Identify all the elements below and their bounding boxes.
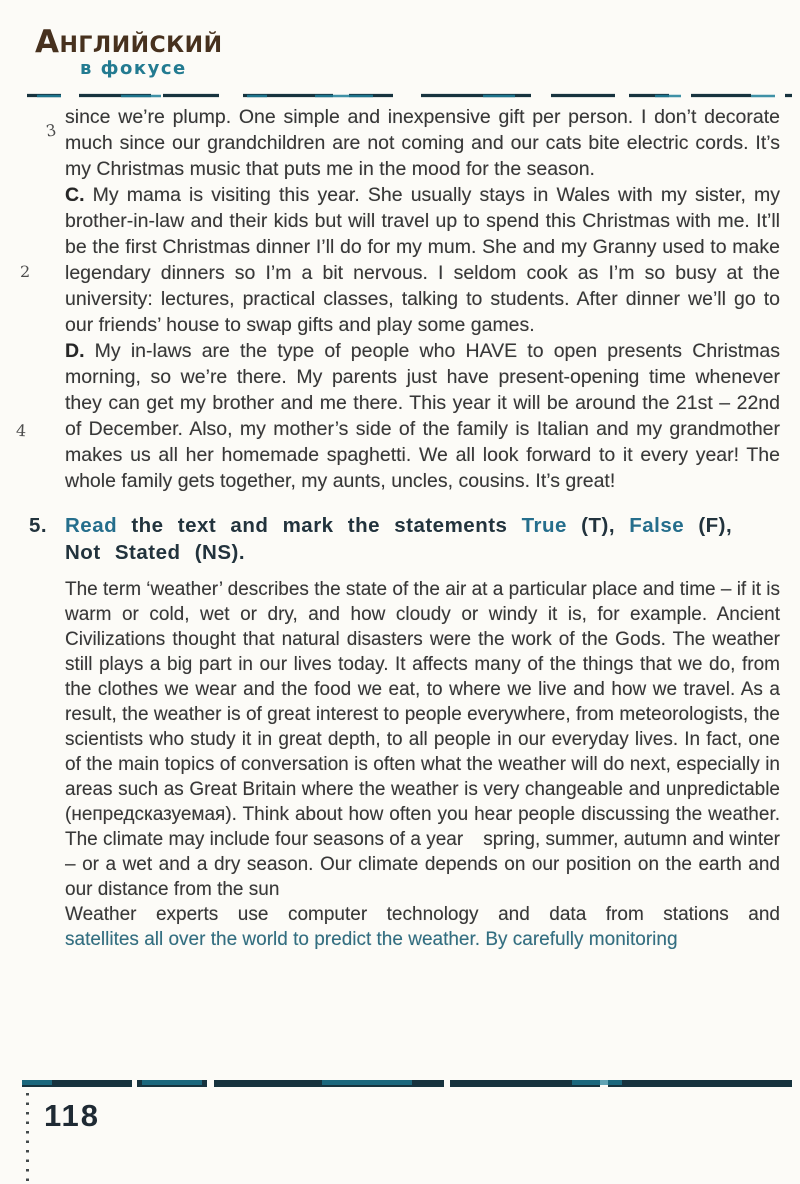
paragraph-text: My in-laws are the type of people who HAVE to open presents Christmas morning, so we’re there. My parents just have present-opening time whenever they can get my brother and me there. This year it will be around the 21st – 22nd of December. Also, my mother’s side of the family is Italian and my grandmother makes us all her homemade spaghetti. We all look forward to it every year! The whole family gets together, my aunts, uncles, cousins. It’s great! [65, 340, 780, 492]
bottom-divider [14, 1078, 794, 1089]
paragraph-c [65, 182, 780, 338]
weather-p2-line: Weather experts use computer technology and data from stations and [65, 904, 780, 925]
weather-p2-line: satellites all over the world to predict the weather. By carefully monitoring [65, 929, 678, 950]
task-5 [29, 512, 780, 566]
paragraph-label: C. [65, 184, 85, 206]
top-divider [27, 92, 792, 99]
paragraph-d [65, 338, 780, 494]
paragraph-label: D. [65, 340, 85, 362]
task-title-segment: True [521, 514, 567, 537]
paragraph-continuation [65, 104, 780, 182]
task-title-segment: (T), [566, 514, 630, 537]
task-title-segment: Not Stated (NS). [65, 541, 246, 564]
task-title-segment: Read [65, 514, 118, 537]
task-title-segment: False [629, 514, 685, 537]
reading-passage [65, 104, 780, 494]
task-title [65, 512, 780, 566]
task-title-segment: the text and mark the statements [117, 514, 522, 537]
weather-paragraph-2 [65, 902, 780, 952]
logo-title: АНГЛИЙСКИЙ [35, 24, 223, 60]
task-title-segment: (F), [684, 514, 733, 537]
logo-subtitle: в фокусе [80, 57, 187, 79]
brand-logo [35, 26, 222, 79]
weather-passage [65, 577, 780, 952]
text-column [29, 104, 781, 952]
margin-note: 4 [15, 420, 27, 441]
weather-paragraph-1: The term ‘weather’ describes the state of the air at a particular place and time – if it is warm or cold, wet or dry, and how cloudy or windy it is, for example. Ancient Civilizations thought that natural disasters were the work of the Gods. The weather still plays a big part in our lives today. It affects many of the things that we do, from the clothes we wear and the food we eat, to where we live and how we travel. As a result, the weather is of great interest to people everywhere, from meteorologists, the scientists who study it in great depth, to all people in our everyday lives. In fact, one of the main topics of conversation is often what the weather will do next, especially in areas such as Great Britain where the weather is very changeable and unpredictable (непредсказуемая). Think about how often you hear people discussing the weather. The climate may include four seasons of a year spring, summer, autumn and winter – or a wet and a dry season. Our climate depends on our position on the earth and our distance from the sun [65, 579, 780, 900]
page-number: 118 [44, 1098, 101, 1133]
margin-note: 2 [20, 262, 31, 281]
margin-note: 3 [44, 120, 58, 141]
paragraph-text: since we’re plump. One simple and inexpensive gift per person. I don’t decorate much since our grandchildren are not coming and our cats bite electric cords. It’s my Christmas music that puts me in the mood for the season. [65, 106, 780, 180]
task-number: 5. [29, 514, 48, 537]
paragraph-text: My mama is visiting this year. She usually stays in Wales with my sister, my brother-in-law and their kids but will travel up to spend this Christmas with me. It’ll be the first Christmas dinner I’ll do for my mum. She and my Granny used to make legendary dinners so I’m a bit nervous. I seldom cook as I’m so busy at the university: lectures, practical classes, talking to students. After dinner we’ll go to our friends’ house to swap gifts and play some games. [65, 184, 781, 336]
footer-dotted-line [26, 1093, 29, 1184]
